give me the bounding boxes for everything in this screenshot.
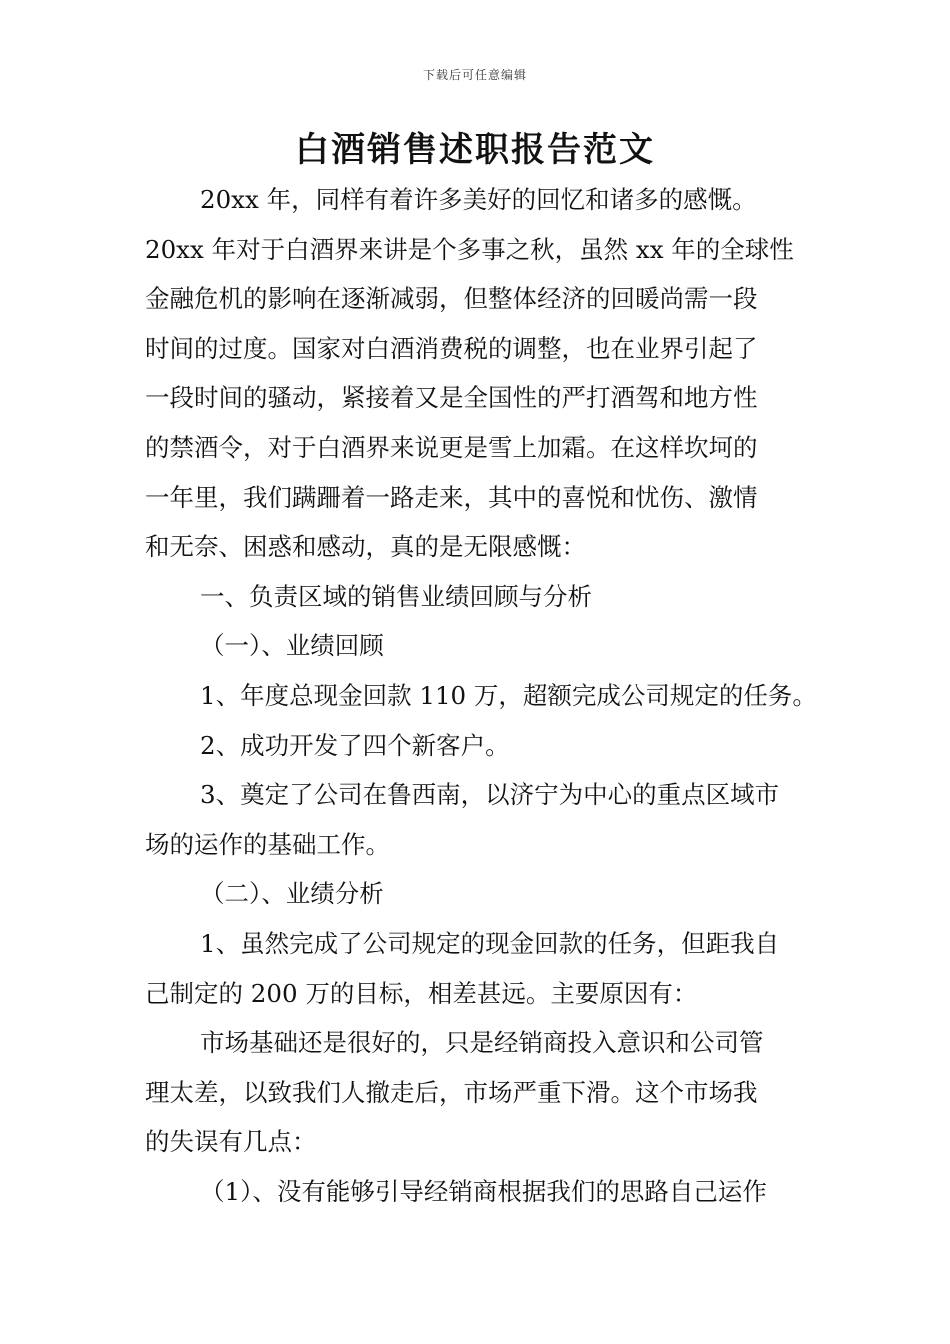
section-heading: 一、负责区域的销售业绩回顾与分析 (200, 581, 592, 611)
paragraph-line: 和无奈、困惑和感动，真的是无限感慨： (145, 532, 586, 562)
header-note: 下载后可任意编辑 (422, 68, 527, 82)
list-item: 3、奠定了公司在鲁西南，以济宁为中心的重点区域市 (200, 780, 780, 810)
document-title: 白酒销售述职报告范文 (295, 130, 655, 170)
paragraph-line: 的禁酒令，对于白酒界来说更是雪上加霜。在这样坎坷的 (145, 432, 758, 462)
paragraph-line: 一段时间的骚动，紧接着又是全国性的严打酒驾和地方性 (145, 383, 758, 413)
subsection-heading: （二）、业绩分析 (200, 879, 384, 909)
paragraph-line: 己制定的 200 万的目标，相差甚远。主要原因有： (145, 978, 698, 1008)
list-item: 1、年度总现金回款 110 万，超额完成公司规定的任务。 (200, 680, 817, 710)
list-item: 1、虽然完成了公司规定的现金回款的任务，但距我自 (200, 928, 780, 958)
list-item: （1）、没有能够引导经销商根据我们的思路自己运作 (200, 1176, 767, 1206)
paragraph-line: 市场基础还是很好的，只是经销商投入意识和公司管 (200, 1028, 764, 1058)
document-body (145, 175, 817, 1216)
paragraph-line: 时间的过度。国家对白酒消费税的调整，也在业界引起了 (145, 333, 758, 363)
paragraph-line: 场的运作的基础工作。 (145, 829, 390, 859)
paragraph-line: 理太差，以致我们人撤走后，市场严重下滑。这个市场我 (145, 1077, 758, 1107)
paragraph-line: 的失误有几点： (145, 1127, 317, 1157)
subsection-heading: （一）、业绩回顾 (200, 631, 384, 661)
paragraph-line: 金融危机的影响在逐渐减弱，但整体经济的回暖尚需一段 (145, 284, 758, 314)
paragraph-line: 20xx 年，同样有着许多美好的回忆和诸多的感慨。 (200, 185, 757, 214)
paragraph-line: 一年里，我们蹒跚着一路走来，其中的喜悦和忧伤、激情 (145, 482, 758, 512)
paragraph-line: 20xx 年对于白酒界来讲是个多事之秋，虽然 xx 年的全球性 (145, 234, 794, 264)
list-item: 2、成功开发了四个新客户。 (200, 730, 510, 760)
